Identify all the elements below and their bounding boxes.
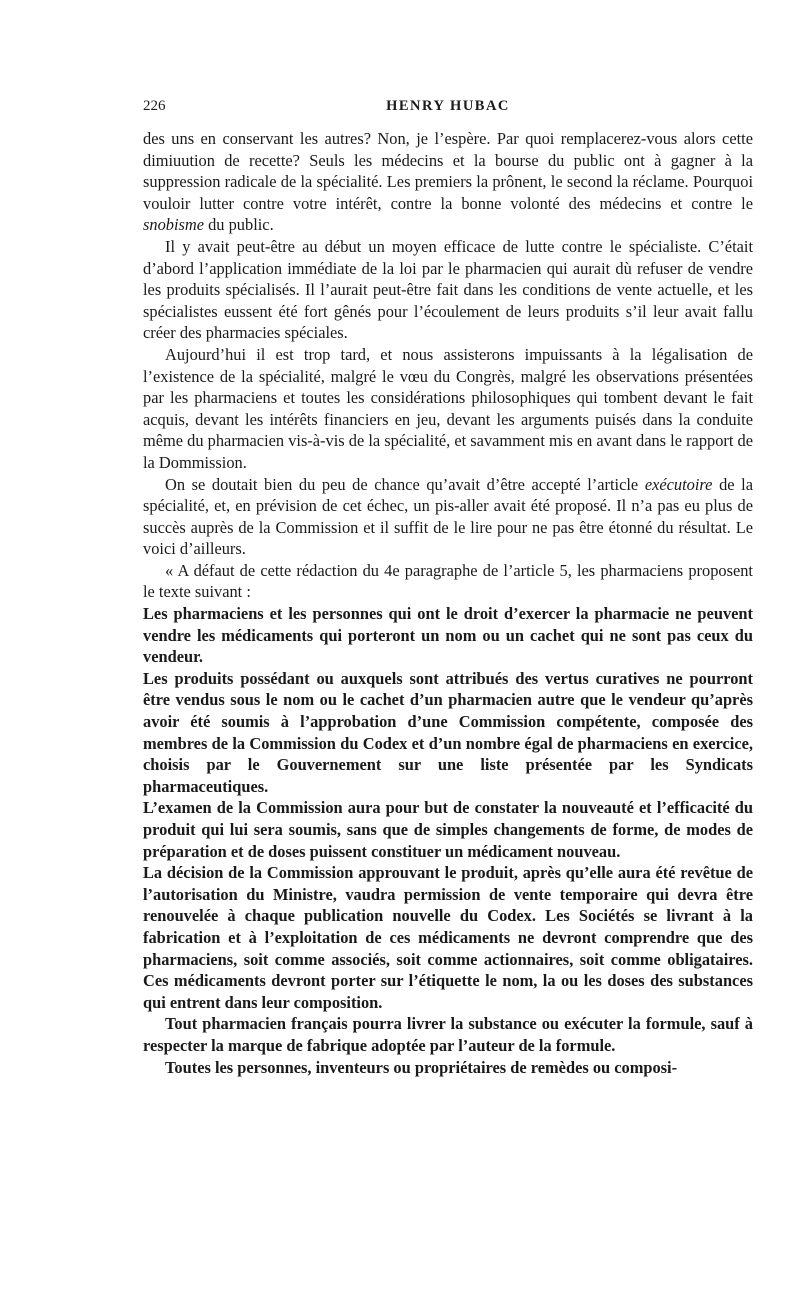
italic-term: snobisme <box>143 215 205 235</box>
book-page <box>143 96 753 1078</box>
text-run: Il y avait peut-être au début un moyen efficace de lutte contre le spécialiste. C’était d’abord l’application immédiate de la loi par le pharmacien qui aurait dù refuser de vendre les produits spécialisés. Il l’aurait peut-être fait dans les conditions de vente actuelle, et les spécialistes eussent été fort gênés pour l’écoulement de leurs produits s’il leur avait fallu créer des pharmacies spéciales. <box>143 236 753 343</box>
text-run: Toutes les personnes, inventeurs ou propriétaires de remèdes ou composi- <box>165 1057 678 1077</box>
text-run: du public. <box>204 215 274 235</box>
paragraph-1 <box>143 128 753 236</box>
paragraph-4 <box>143 474 753 560</box>
text-run: Les pharmaciens et les personnes qui ont le droit d’exercer la pharmacie ne peuvent vendre les médicaments qui porteront un nom ou un cachet qui ne sont pas ceux du vendeur. <box>143 604 753 667</box>
paragraph-2 <box>143 236 753 344</box>
page-number: 226 <box>143 98 166 114</box>
text-run: des uns en conservant les autres? Non, je l’espère. Par quoi remplacerez-vous alors cette dimiuution de recette? Seuls les médecins et la bourse du public ont à gagner à la suppression radicale de la spécialité. Les premiers la prônent, le second la réclame. Pourquoi vouloir lutter contre votre intérêt, contre la bonne volonté des médecins et contre le <box>143 129 753 213</box>
paragraph-8 <box>143 797 753 862</box>
text-run: Tout pharmacien français pourra livrer la substance ou exécuter la formule, sauf à respecter la marque de fabrique adoptée par l’auteur de la formule. <box>143 1014 753 1055</box>
paragraph-7 <box>143 668 753 798</box>
running-title: HENRY HUBAC <box>386 98 510 114</box>
paragraph-11 <box>143 1057 753 1079</box>
text-run: La décision de la Commission approuvant le produit, après qu’elle aura été revêtue de l’autorisation du Ministre, vaudra permission de vente temporaire qui devra être renouvelée à chaque publication nouvelle du Codex. Les Sociétés se livrant à la fabrication et à l’exploitation de ces médicaments ne devront comprendre que des pharmaciens, soit comme associés, soit comme actionnaires, soit comme obligataires. Ces médicaments devront porter sur l’étiquette le nom, la ou les doses des substances qui entrent dans leur composition. <box>143 863 753 1012</box>
text-run: On se doutait bien du peu de chance qu’avait d’être accepté l’article <box>165 474 645 494</box>
paragraph-6 <box>143 603 753 668</box>
page-body <box>143 128 753 1078</box>
text-run: Aujourd’hui il est trop tard, et nous assisterons impuissants à la légalisation de l’existence de la spécialité, malgré le vœu du Congrès, malgré les observations présentées par les pharmaciens et toutes les considérations philosophiques qui tombent devant le fait acquis, devant les intérêts financiers en jeu, devant les arguments puisés dans la conduite même du pharmacien vis-à-vis de la spécialité, et savamment mis en avant dans le rapport de la Dommission. <box>143 344 753 472</box>
paragraph-5 <box>143 560 753 603</box>
page-header <box>143 96 753 118</box>
italic-term: exécutoire <box>644 474 713 494</box>
paragraph-9 <box>143 862 753 1013</box>
paragraph-3 <box>143 344 753 474</box>
text-run: de la spécialité, et, en prévision de cet échec, un pis-aller avait été proposé. Il n’a pas eu plus de succès auprès de la Commission et il suffit de le lire pour ne pas être étonné du résultat. Le voici d’ailleurs. <box>143 474 753 559</box>
paragraph-10 <box>143 1013 753 1056</box>
text-run: « A défaut de cette rédaction du 4e paragraphe de l’article 5, les pharmaciens proposent le texte suivant : <box>143 560 753 602</box>
text-run: Les produits possédant ou auxquels sont attribués des vertus curatives ne pourront être vendus sous le nom ou le cachet d’un pharmacien autre que le vendeur qu’après avoir été soumis à l’approbation d’une Commission compétente, composée des membres de la Commission du Codex et d’un nombre égal de pharmaciens en exercice, choisis par le Gouvernement sur une liste présentée par les Syndicats pharmaceutiques. <box>143 668 753 796</box>
text-run: L’examen de la Commission aura pour but de constater la nouveauté et l’efficacité du produit qui lui sera soumis, sans que de simples changements de forme, de modes de préparation et de doses puissent constituer un médicament nouveau. <box>143 798 753 861</box>
